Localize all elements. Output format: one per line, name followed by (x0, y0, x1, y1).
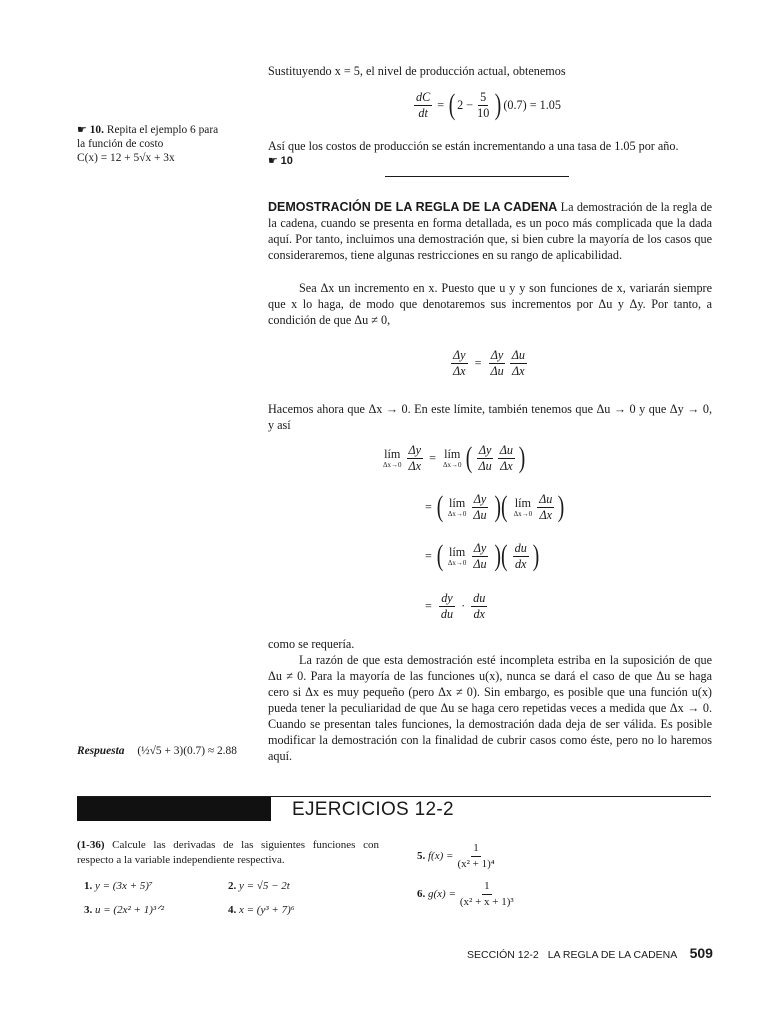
exercise-3: 3. u = (2x² + 1)³ᐟ² (84, 904, 165, 916)
page-footer (467, 945, 713, 961)
rate-equation: $\frac{dC}{dt}$ = ( 2 − $\frac{5}{10}$ ) (0.7) = 1.05 (416, 88, 561, 121)
dc-dt-fraction: $\frac{dC}{dt}$ (416, 89, 431, 120)
limit-line-4: = $\frac{dy}{du}$ · $\frac{du}{dx}$ (425, 591, 486, 621)
marker-10: ☛ 10 (268, 154, 293, 167)
intro-text: Sustituyendo x = 5, el nivel de producción actual, obtenemos (268, 64, 566, 78)
answer-value: (½√5 + 3)(0.7) ≈ 2.88 (137, 745, 237, 757)
divider (385, 176, 569, 177)
ratio-equation: $\frac{\Delta y}{\Delta x}$ = $\frac{\Delta y}{\Delta u}$ $\frac{\Delta u}{\Delta x}$ (453, 348, 525, 378)
pointing-hand-icon: ☛ (268, 154, 278, 167)
result-text: Así que los costos de producción se están incrementando a una tasa de 1.05 por año. (268, 139, 679, 153)
proof-paragraph-3: Hacemos ahora que Δx → 0. En este límite, también tenemos que Δu → 0 y que Δy → 0, y así (268, 402, 712, 432)
limit-line-2: = ( lím Δx→0 $\frac{\Delta y}{\Delta u}$ )( lím Δx→0 $\frac{\Delta u}{\Delta x}$ ) (425, 490, 565, 523)
footer-section: SECCIÓN 12-2 (467, 949, 539, 961)
exercises-bar (77, 797, 271, 821)
exercise-2: 2. y = √5 − 2t (228, 880, 290, 892)
proof-heading: DEMOSTRACIÓN DE LA REGLA DE LA CADENA (268, 200, 558, 214)
page-number: 509 (689, 945, 713, 961)
exercise-4: 4. x = (y³ + 7)⁶ (228, 904, 295, 916)
answer-note (77, 745, 237, 757)
pointing-hand-icon: ☛ (77, 123, 87, 136)
limit-line-1: lím Δx→0 $\frac{\Delta y}{\Delta x}$ = lím Δx→0 ( $\frac{\Delta y}{\Delta u}$ $\frac{\Delta u}{\Delta x}$ ) (383, 441, 526, 474)
exercises-instructions: (1-36) Calcule las derivadas de las siguientes funciones con respecto a la variable independiente respectiva. (77, 839, 379, 866)
exercise-1: 1. y = (3x + 5)⁷ (84, 880, 153, 892)
proof-paragraph-2: Sea Δx un incremento en x. Puesto que u y y son funciones de x, variarán siempre que x lo haga, de modo que denotaremos sus incrementos por Δu y Δy. Por tanto, a condición de que Δu ≠ 0, (268, 281, 712, 327)
exercise-5: 5. f(x) = $\frac{1}{\text{(x² + 1)⁴}}$ (417, 842, 495, 870)
answer-label: Respuesta (77, 745, 125, 757)
side-note: ☛ 10. Repita el ejemplo 6 para la función de costo C(x) = 12 + 5√x + 3x (77, 123, 219, 164)
proof-paragraph-5: La razón de que esta demostración esté incompleta estriba en la suposición de que Δu ≠ 0. Para la mayoría de las funciones u(x), nunca se dará el caso de que Δu se haga cero si Δx es muy pequeño (pero Δx ≠ 0). Sin embargo, es posible que una función u(x) pueda tener la peculiaridad de que Δu se haga cero repetidas veces a medida que Δx → 0. Cuando se presentan tales funciones, la demostración dada deja de ser válida. Es posible modificar la demostración con la finalidad de cubrir casos como éste, pero no lo haremos aquí. (268, 653, 712, 763)
exercise-6: 6. g(x) = $\frac{1}{\text{(x² + x + 1)³}}$ (417, 880, 514, 908)
exercises-title: EJERCICIOS 12-2 (292, 799, 454, 820)
footer-title: LA REGLA DE LA CADENA (547, 949, 677, 961)
proof-paragraph-4: como se requería. (268, 637, 355, 651)
limit-line-3: = ( lím Δx→0 $\frac{\Delta y}{\Delta u}$ )( $\frac{du}{dx}$ ) (425, 539, 540, 572)
proof-paragraph-1: DEMOSTRACIÓN DE LA REGLA DE LA CADENA La demostración de la regla de la cadena, cuando se presenta en forma detallada, es un poco más complicada que la dada aquí. Por tanto, incluimos una demostración que, si bien cubre la mayoría de los casos que consideraremos, tiene algunas restricciones en su rango de aplicabilidad. (268, 200, 713, 262)
